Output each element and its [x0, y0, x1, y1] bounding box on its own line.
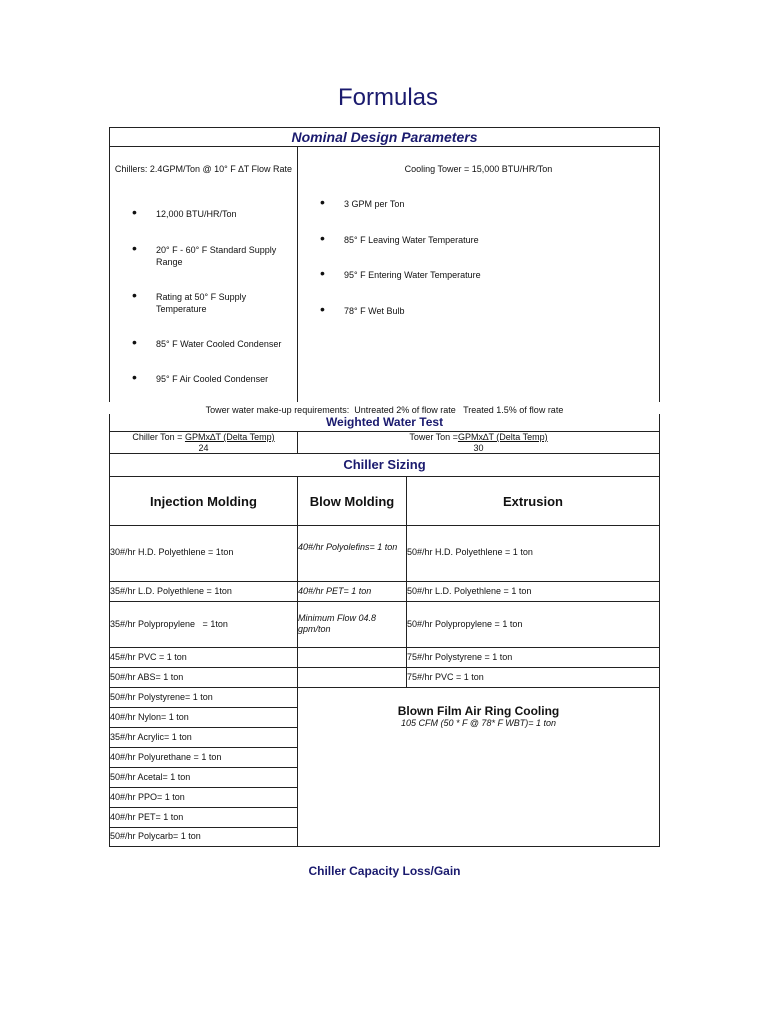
tower-item-3: 95° F Entering Water Temperature — [344, 270, 481, 280]
nominal-left-border — [109, 146, 110, 402]
injection-cell: 35#/hr Polypropylene = 1ton — [110, 619, 228, 629]
injection-cell: 40#/hr Polyurethane = 1 ton — [110, 752, 222, 762]
chiller-ton-denominator: 24 — [198, 443, 209, 453]
extrusion-cell: 75#/hr PVC = 1 ton — [407, 672, 484, 682]
injection-cell: 50#/hr Polycarb= 1 ton — [110, 831, 201, 841]
chiller-item-5: 95° F Air Cooled Condenser — [156, 374, 269, 384]
chiller-item-3: Rating at 50° F Supply Temperature — [156, 292, 247, 314]
bullet-icon: • — [320, 265, 325, 281]
injection-cell: 45#/hr PVC = 1 ton — [110, 652, 187, 662]
table-cell-box — [297, 667, 407, 688]
bullet-icon: • — [132, 287, 137, 303]
bullet-icon: • — [132, 204, 137, 220]
injection-cell: 30#/hr H.D. Polyethlene = 1ton — [110, 547, 234, 557]
injection-cell: 50#/hr Polystyrene= 1 ton — [110, 692, 213, 702]
col-header-injection: Injection Molding — [150, 494, 257, 509]
col-header-blow: Blow Molding — [309, 494, 395, 509]
chiller-item-2: 20° F - 60° F Standard Supply Range — [156, 245, 277, 267]
chiller-ton-numerator: GPMx∆T (Delta Temp) — [184, 432, 275, 442]
sizing-header: Chiller Sizing — [343, 457, 426, 472]
tower-item-1: 3 GPM per Ton — [344, 199, 405, 209]
nominal-right-border — [659, 146, 660, 402]
nominal-header: Nominal Design Parameters — [291, 129, 478, 145]
extrusion-cell: 50#/hr H.D. Polyethlene = 1 ton — [407, 547, 533, 557]
capacity-title: Chiller Capacity Loss/Gain — [308, 864, 461, 878]
bullet-icon: • — [132, 240, 137, 256]
tower-ton-label: Tower Ton = — [409, 432, 458, 442]
tower-ton-denominator: 30 — [473, 443, 484, 453]
injection-cell: 40#/hr PPO= 1 ton — [110, 792, 185, 802]
bullet-icon: • — [320, 301, 325, 317]
tower-ton-numerator: GPMx∆T (Delta Temp) — [457, 432, 548, 442]
tower-item-4: 78° F Wet Bulb — [344, 306, 405, 316]
injection-cell: 35#/hr L.D. Polyethlene = 1ton — [110, 586, 232, 596]
chiller-ton-label: Chiller Ton = — [132, 432, 185, 442]
injection-cell: 50#/hr Acetal= 1 ton — [110, 772, 191, 782]
page-title: Formulas — [337, 84, 439, 111]
bullet-icon: • — [320, 194, 325, 210]
extrusion-cell: 75#/hr Polystyrene = 1 ton — [407, 652, 513, 662]
table-cell-box — [297, 647, 407, 668]
tower-ton-formula — [298, 432, 659, 442]
tower-intro: Cooling Tower = 15,000 BTU/HR/Ton — [404, 164, 553, 174]
blown-film-note: 105 CFM (50 * F @ 78* F WBT)= 1 ton — [400, 718, 557, 728]
tower-item-2: 85° F Leaving Water Temperature — [344, 235, 479, 245]
bullet-icon: • — [132, 334, 137, 350]
bullet-icon: • — [132, 369, 137, 385]
nominal-divider — [297, 146, 298, 402]
chillers-intro: Chillers: 2.4GPM/Ton @ 10° F ∆T Flow Rate — [114, 164, 293, 174]
extrusion-cell: 50#/hr L.D. Polyethlene = 1 ton — [407, 586, 532, 596]
extrusion-cell: 50#/hr Polypropylene = 1 ton — [407, 619, 523, 629]
injection-cell: 40#/hr PET= 1 ton — [110, 812, 184, 822]
chiller-item-4: 85° F Water Cooled Condenser — [156, 339, 282, 349]
table-cell-box — [297, 525, 407, 582]
blow-cell: Minimum Flow 04.8 gpm/ton — [298, 613, 377, 634]
injection-cell: 35#/hr Acrylic= 1 ton — [110, 732, 192, 742]
chiller-item-1: 12,000 BTU/HR/Ton — [156, 209, 237, 219]
makeup-requirements: Tower water make-up requirements: Untreated 2% of flow rate Treated 1.5% of flow rate — [205, 405, 564, 415]
col-header-extrusion: Extrusion — [503, 494, 563, 509]
blow-cell: 40#/hr PET= 1 ton — [298, 586, 372, 596]
bullet-icon: • — [320, 230, 325, 246]
blown-film-title: Blown Film Air Ring Cooling — [397, 704, 560, 718]
injection-cell: 40#/hr Nylon= 1 ton — [110, 712, 189, 722]
weighted-header: Weighted Water Test — [325, 415, 444, 429]
injection-cell: 50#/hr ABS= 1 ton — [110, 672, 184, 682]
blow-cell: 40#/hr Polyolefins= 1 ton — [298, 542, 398, 552]
chiller-ton-formula — [110, 432, 297, 442]
